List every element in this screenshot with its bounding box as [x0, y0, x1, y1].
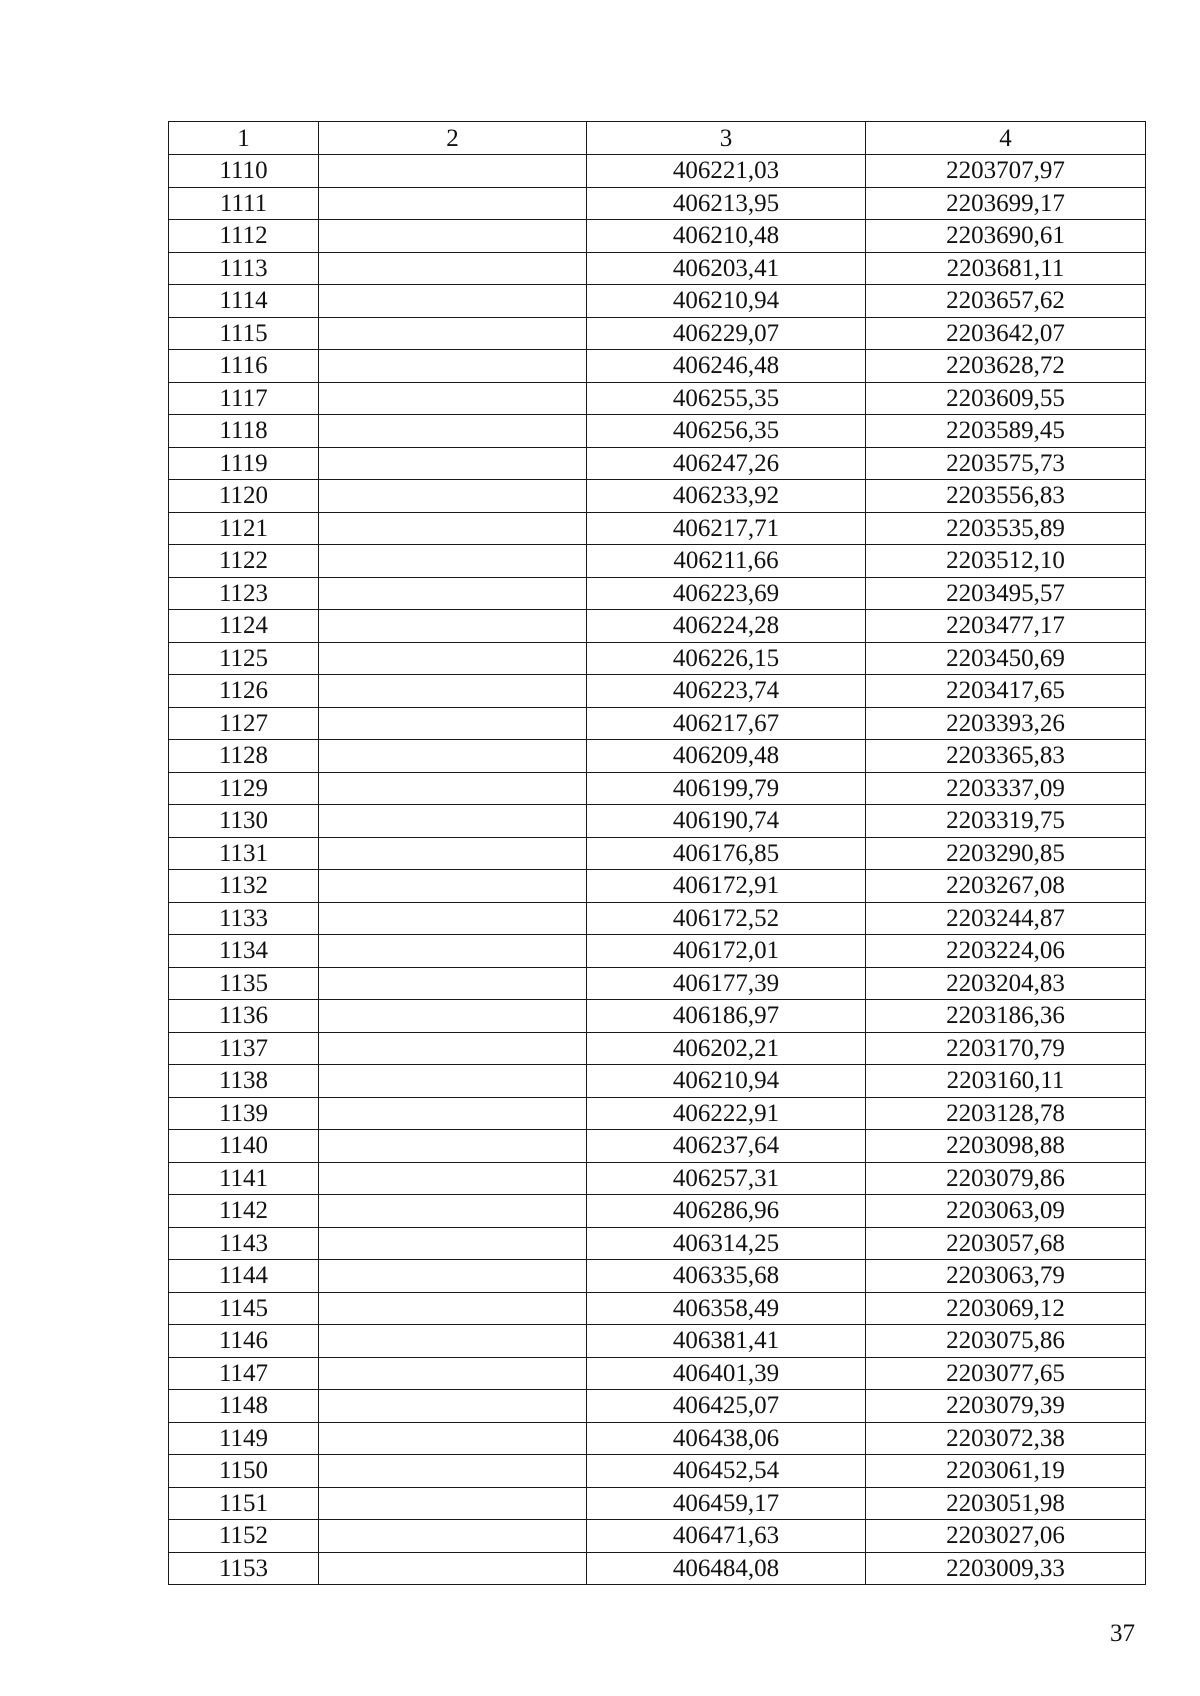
point-number-cell: 1121: [169, 512, 319, 545]
point-number-cell: 1146: [169, 1325, 319, 1358]
y-coordinate-cell: 2203495,57: [866, 577, 1146, 610]
empty-cell: [319, 1552, 587, 1585]
x-coordinate-cell: 406425,07: [587, 1390, 866, 1423]
x-coordinate-cell: 406255,35: [587, 382, 866, 415]
empty-cell: [319, 1520, 587, 1553]
table-row: [169, 382, 1146, 415]
point-number-cell: 1137: [169, 1032, 319, 1065]
empty-cell: [319, 707, 587, 740]
x-coordinate-cell: 406203,41: [587, 252, 866, 285]
table-row: [169, 187, 1146, 220]
table-row: [169, 252, 1146, 285]
y-coordinate-cell: 2203267,08: [866, 870, 1146, 903]
table-row: [169, 837, 1146, 870]
x-coordinate-cell: 406233,92: [587, 480, 866, 513]
point-number-cell: 1136: [169, 1000, 319, 1033]
empty-cell: [319, 317, 587, 350]
point-number-cell: 1139: [169, 1097, 319, 1130]
y-coordinate-cell: 2203393,26: [866, 707, 1146, 740]
table-row: [169, 707, 1146, 740]
point-number-cell: 1112: [169, 220, 319, 253]
empty-cell: [319, 155, 587, 188]
empty-cell: [319, 545, 587, 578]
y-coordinate-cell: 2203535,89: [866, 512, 1146, 545]
column-header-1: 1: [169, 122, 319, 155]
empty-cell: [319, 1487, 587, 1520]
y-coordinate-cell: 2203079,39: [866, 1390, 1146, 1423]
empty-cell: [319, 187, 587, 220]
y-coordinate-cell: 2203128,78: [866, 1097, 1146, 1130]
y-coordinate-cell: 2203063,09: [866, 1195, 1146, 1228]
table-row: [169, 1065, 1146, 1098]
empty-cell: [319, 805, 587, 838]
table-row: [169, 545, 1146, 578]
y-coordinate-cell: 2203319,75: [866, 805, 1146, 838]
x-coordinate-cell: 406199,79: [587, 772, 866, 805]
x-coordinate-cell: 406438,06: [587, 1422, 866, 1455]
y-coordinate-cell: 2203009,33: [866, 1552, 1146, 1585]
x-coordinate-cell: 406459,17: [587, 1487, 866, 1520]
table-row: [169, 220, 1146, 253]
point-number-cell: 1111: [169, 187, 319, 220]
point-number-cell: 1149: [169, 1422, 319, 1455]
x-coordinate-cell: 406213,95: [587, 187, 866, 220]
y-coordinate-cell: 2203690,61: [866, 220, 1146, 253]
empty-cell: [319, 902, 587, 935]
table-row: [169, 772, 1146, 805]
y-coordinate-cell: 2203075,86: [866, 1325, 1146, 1358]
point-number-cell: 1125: [169, 642, 319, 675]
table-row: [169, 1130, 1146, 1163]
x-coordinate-cell: 406217,67: [587, 707, 866, 740]
y-coordinate-cell: 2203063,79: [866, 1260, 1146, 1293]
table-row: [169, 1032, 1146, 1065]
point-number-cell: 1127: [169, 707, 319, 740]
point-number-cell: 1147: [169, 1357, 319, 1390]
point-number-cell: 1153: [169, 1552, 319, 1585]
x-coordinate-cell: 406257,31: [587, 1162, 866, 1195]
table-row: [169, 740, 1146, 773]
y-coordinate-cell: 2203186,36: [866, 1000, 1146, 1033]
table-row: [169, 1162, 1146, 1195]
column-header-4: 4: [866, 122, 1146, 155]
y-coordinate-cell: 2203027,06: [866, 1520, 1146, 1553]
column-header-2: 2: [319, 122, 587, 155]
y-coordinate-cell: 2203290,85: [866, 837, 1146, 870]
table-row: [169, 480, 1146, 513]
empty-cell: [319, 1162, 587, 1195]
y-coordinate-cell: 2203057,68: [866, 1227, 1146, 1260]
y-coordinate-cell: 2203077,65: [866, 1357, 1146, 1390]
table-row: [169, 1390, 1146, 1423]
point-number-cell: 1119: [169, 447, 319, 480]
table-row: [169, 967, 1146, 1000]
empty-cell: [319, 967, 587, 1000]
x-coordinate-cell: 406335,68: [587, 1260, 866, 1293]
empty-cell: [319, 1455, 587, 1488]
point-number-cell: 1145: [169, 1292, 319, 1325]
y-coordinate-cell: 2203072,38: [866, 1422, 1146, 1455]
empty-cell: [319, 675, 587, 708]
y-coordinate-cell: 2203609,55: [866, 382, 1146, 415]
x-coordinate-cell: 406226,15: [587, 642, 866, 675]
x-coordinate-cell: 406210,94: [587, 1065, 866, 1098]
x-coordinate-cell: 406209,48: [587, 740, 866, 773]
table-row: [169, 1455, 1146, 1488]
point-number-cell: 1144: [169, 1260, 319, 1293]
page-number: 37: [1110, 1620, 1135, 1647]
empty-cell: [319, 415, 587, 448]
y-coordinate-cell: 2203051,98: [866, 1487, 1146, 1520]
x-coordinate-cell: 406176,85: [587, 837, 866, 870]
point-number-cell: 1114: [169, 285, 319, 318]
x-coordinate-cell: 406223,74: [587, 675, 866, 708]
empty-cell: [319, 350, 587, 383]
point-number-cell: 1123: [169, 577, 319, 610]
empty-cell: [319, 1292, 587, 1325]
empty-cell: [319, 1227, 587, 1260]
table-row: [169, 675, 1146, 708]
table-row: [169, 1227, 1146, 1260]
x-coordinate-cell: 406401,39: [587, 1357, 866, 1390]
y-coordinate-cell: 2203098,88: [866, 1130, 1146, 1163]
empty-cell: [319, 772, 587, 805]
y-coordinate-cell: 2203657,62: [866, 285, 1146, 318]
empty-cell: [319, 512, 587, 545]
y-coordinate-cell: 2203069,12: [866, 1292, 1146, 1325]
x-coordinate-cell: 406237,64: [587, 1130, 866, 1163]
table-row: [169, 642, 1146, 675]
table-row: [169, 155, 1146, 188]
table-row: [169, 1292, 1146, 1325]
table-row: [169, 1422, 1146, 1455]
y-coordinate-cell: 2203707,97: [866, 155, 1146, 188]
point-number-cell: 1113: [169, 252, 319, 285]
point-number-cell: 1152: [169, 1520, 319, 1553]
table-row: [169, 1357, 1146, 1390]
table-row: [169, 935, 1146, 968]
x-coordinate-cell: 406484,08: [587, 1552, 866, 1585]
y-coordinate-cell: 2203224,06: [866, 935, 1146, 968]
point-number-cell: 1132: [169, 870, 319, 903]
x-coordinate-cell: 406286,96: [587, 1195, 866, 1228]
y-coordinate-cell: 2203556,83: [866, 480, 1146, 513]
table-row: [169, 1260, 1146, 1293]
point-number-cell: 1133: [169, 902, 319, 935]
empty-cell: [319, 870, 587, 903]
x-coordinate-cell: 406471,63: [587, 1520, 866, 1553]
point-number-cell: 1118: [169, 415, 319, 448]
empty-cell: [319, 935, 587, 968]
point-number-cell: 1122: [169, 545, 319, 578]
x-coordinate-cell: 406223,69: [587, 577, 866, 610]
point-number-cell: 1142: [169, 1195, 319, 1228]
y-coordinate-cell: 2203160,11: [866, 1065, 1146, 1098]
point-number-cell: 1150: [169, 1455, 319, 1488]
x-coordinate-cell: 406186,97: [587, 1000, 866, 1033]
x-coordinate-cell: 406229,07: [587, 317, 866, 350]
point-number-cell: 1138: [169, 1065, 319, 1098]
table-row: [169, 1520, 1146, 1553]
empty-cell: [319, 220, 587, 253]
empty-cell: [319, 740, 587, 773]
table-row: [169, 870, 1146, 903]
x-coordinate-cell: 406256,35: [587, 415, 866, 448]
table-row: [169, 610, 1146, 643]
x-coordinate-cell: 406452,54: [587, 1455, 866, 1488]
point-number-cell: 1130: [169, 805, 319, 838]
table-row: [169, 512, 1146, 545]
y-coordinate-cell: 2203699,17: [866, 187, 1146, 220]
table-row: [169, 1097, 1146, 1130]
point-number-cell: 1116: [169, 350, 319, 383]
point-number-cell: 1143: [169, 1227, 319, 1260]
empty-cell: [319, 837, 587, 870]
empty-cell: [319, 1260, 587, 1293]
point-number-cell: 1148: [169, 1390, 319, 1423]
y-coordinate-cell: 2203628,72: [866, 350, 1146, 383]
x-coordinate-cell: 406210,94: [587, 285, 866, 318]
y-coordinate-cell: 2203681,11: [866, 252, 1146, 285]
empty-cell: [319, 1000, 587, 1033]
y-coordinate-cell: 2203477,17: [866, 610, 1146, 643]
y-coordinate-cell: 2203170,79: [866, 1032, 1146, 1065]
empty-cell: [319, 285, 587, 318]
y-coordinate-cell: 2203079,86: [866, 1162, 1146, 1195]
empty-cell: [319, 1065, 587, 1098]
y-coordinate-cell: 2203204,83: [866, 967, 1146, 1000]
y-coordinate-cell: 2203244,87: [866, 902, 1146, 935]
x-coordinate-cell: 406221,03: [587, 155, 866, 188]
x-coordinate-cell: 406202,21: [587, 1032, 866, 1065]
x-coordinate-cell: 406190,74: [587, 805, 866, 838]
header-row: [169, 122, 1146, 155]
y-coordinate-cell: 2203512,10: [866, 545, 1146, 578]
point-number-cell: 1129: [169, 772, 319, 805]
empty-cell: [319, 1325, 587, 1358]
y-coordinate-cell: 2203365,83: [866, 740, 1146, 773]
point-number-cell: 1120: [169, 480, 319, 513]
table-row: [169, 1552, 1146, 1585]
empty-cell: [319, 1422, 587, 1455]
column-header-3: 3: [587, 122, 866, 155]
table-row: [169, 350, 1146, 383]
table-row: [169, 1000, 1146, 1033]
x-coordinate-cell: 406314,25: [587, 1227, 866, 1260]
table-row: [169, 415, 1146, 448]
empty-cell: [319, 382, 587, 415]
point-number-cell: 1131: [169, 837, 319, 870]
table-row: [169, 285, 1146, 318]
empty-cell: [319, 447, 587, 480]
point-number-cell: 1115: [169, 317, 319, 350]
x-coordinate-cell: 406211,66: [587, 545, 866, 578]
empty-cell: [319, 1097, 587, 1130]
table-row: [169, 317, 1146, 350]
table-row: [169, 1487, 1146, 1520]
y-coordinate-cell: 2203450,69: [866, 642, 1146, 675]
coordinates-table: [168, 121, 1146, 1585]
table-row: [169, 577, 1146, 610]
y-coordinate-cell: 2203575,73: [866, 447, 1146, 480]
empty-cell: [319, 252, 587, 285]
empty-cell: [319, 1195, 587, 1228]
point-number-cell: 1128: [169, 740, 319, 773]
point-number-cell: 1151: [169, 1487, 319, 1520]
empty-cell: [319, 642, 587, 675]
y-coordinate-cell: 2203061,19: [866, 1455, 1146, 1488]
x-coordinate-cell: 406358,49: [587, 1292, 866, 1325]
point-number-cell: 1124: [169, 610, 319, 643]
point-number-cell: 1110: [169, 155, 319, 188]
empty-cell: [319, 1032, 587, 1065]
table-row: [169, 902, 1146, 935]
point-number-cell: 1117: [169, 382, 319, 415]
x-coordinate-cell: 406247,26: [587, 447, 866, 480]
y-coordinate-cell: 2203589,45: [866, 415, 1146, 448]
empty-cell: [319, 610, 587, 643]
x-coordinate-cell: 406172,52: [587, 902, 866, 935]
empty-cell: [319, 1130, 587, 1163]
x-coordinate-cell: 406172,91: [587, 870, 866, 903]
y-coordinate-cell: 2203642,07: [866, 317, 1146, 350]
x-coordinate-cell: 406172,01: [587, 935, 866, 968]
empty-cell: [319, 577, 587, 610]
point-number-cell: 1134: [169, 935, 319, 968]
x-coordinate-cell: 406246,48: [587, 350, 866, 383]
point-number-cell: 1140: [169, 1130, 319, 1163]
table-row: [169, 805, 1146, 838]
point-number-cell: 1141: [169, 1162, 319, 1195]
x-coordinate-cell: 406224,28: [587, 610, 866, 643]
empty-cell: [319, 1357, 587, 1390]
y-coordinate-cell: 2203417,65: [866, 675, 1146, 708]
table-row: [169, 1325, 1146, 1358]
x-coordinate-cell: 406177,39: [587, 967, 866, 1000]
table-body: [169, 155, 1146, 1585]
point-number-cell: 1135: [169, 967, 319, 1000]
empty-cell: [319, 480, 587, 513]
empty-cell: [319, 1390, 587, 1423]
point-number-cell: 1126: [169, 675, 319, 708]
x-coordinate-cell: 406217,71: [587, 512, 866, 545]
x-coordinate-cell: 406381,41: [587, 1325, 866, 1358]
table-row: [169, 447, 1146, 480]
x-coordinate-cell: 406222,91: [587, 1097, 866, 1130]
table-row: [169, 1195, 1146, 1228]
x-coordinate-cell: 406210,48: [587, 220, 866, 253]
y-coordinate-cell: 2203337,09: [866, 772, 1146, 805]
